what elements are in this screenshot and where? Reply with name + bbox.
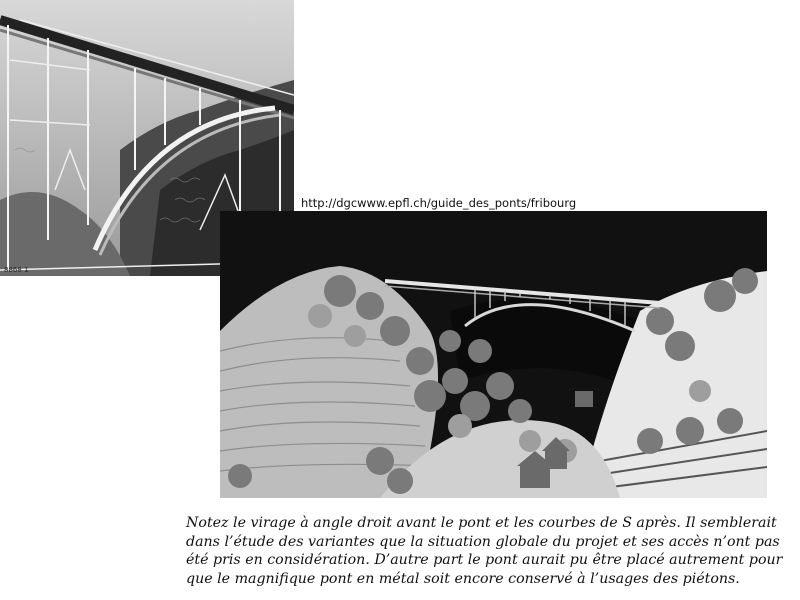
photo-corner-label: 8868 1 [4, 266, 29, 274]
bridge-model-photo [220, 211, 767, 498]
caption-text: Notez le virage à angle droit avant le pont et les courbes de S après. Il semblerait dans l’étude des variantes que la situation globale du projet et ses accès n’ont pas été pris en considération. D’autre part le pont aurait pu être placé autrement pour que le magnifique pont en métal soit encore conservé à l’usages des piétons. [186, 515, 783, 587]
source-url: http://dgcwww.epfl.ch/guide_des_ponts/fribourg [301, 196, 577, 210]
